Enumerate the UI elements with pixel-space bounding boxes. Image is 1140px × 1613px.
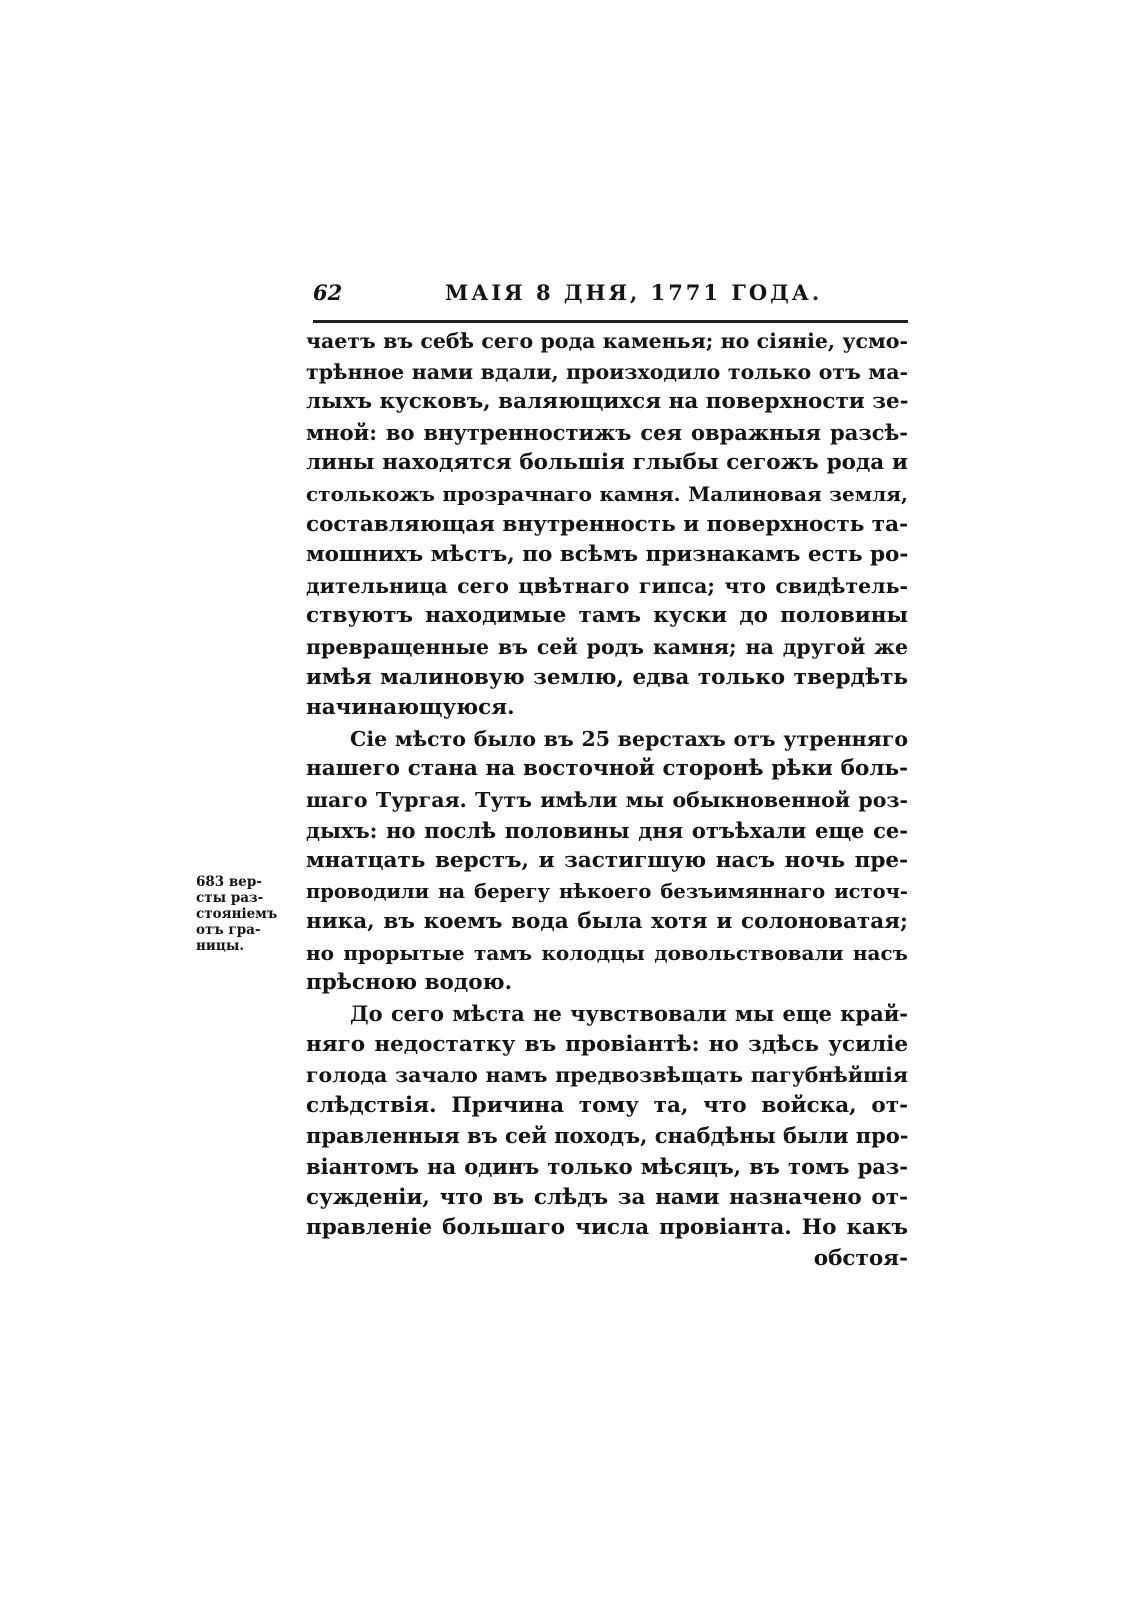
- text-line: ствуютъ находимые тамъ куски до половины: [306, 603, 908, 629]
- text-line: чаетъ въ себѣ сего рода каменья; но сіяніе, усмо-: [306, 329, 908, 353]
- header-rule: [313, 320, 908, 323]
- text-line: нашего стана на восточной сторонѣ рѣки боль-: [306, 756, 908, 782]
- margin-note-line: отъ гра-: [196, 922, 261, 938]
- text-line: мнатцать верстъ, и застигшую насъ ночь пре-: [306, 848, 908, 874]
- text-line: но прорытые тамъ колодцы довольствовали насъ: [306, 940, 908, 965]
- text-line: проводили на берегу нѣкоего безъимяннаго источ-: [306, 879, 908, 903]
- text-line: няго недостатку въ провіантѣ: но здѣсь усиліе: [306, 1031, 908, 1057]
- text-line: ника, въ коемъ вода была хотя и солоноватая;: [306, 909, 908, 935]
- text-line: правленіе большаго числа провіанта. Но какъ: [306, 1215, 908, 1241]
- margin-note-line: стояніемъ: [196, 906, 278, 922]
- text-line: голода зачало намъ предвозвѣщать пагубнѣйшія: [306, 1063, 908, 1088]
- text-line: составляющая внутренность и поверхность та-: [306, 511, 908, 537]
- main-text: [306, 326, 908, 1274]
- text-line: мошнихъ мѣстъ, по всѣмъ признакамъ есть ро-: [306, 542, 909, 568]
- text-line: сужденіи, что въ слѣдъ за нами назначено от-: [306, 1184, 908, 1210]
- text-line: трѣнное нами вдали, произходило только отъ ма-: [306, 359, 908, 384]
- text-line: дительница сего цвѣтнаго гипса; что свидѣтель-: [306, 573, 908, 598]
- margin-note-line: сты раз-: [196, 890, 264, 906]
- text-line: Сіе мѣсто было въ 25 верстахъ отъ утренняго: [350, 726, 908, 751]
- margin-note: [196, 874, 292, 954]
- text-line: начинающуюся.: [306, 695, 515, 721]
- text-line: віантомъ на одинъ только мѣсяцъ, въ томъ раз-: [306, 1154, 908, 1180]
- text-line: слѣдствія. Причина тому та, что войска, от-: [306, 1092, 908, 1118]
- catchword: обстоя-: [813, 1245, 908, 1271]
- text-line: шаго Тургая. Тутъ имѣли мы обыкновенной роз-: [306, 787, 908, 812]
- text-line: имѣя малиновую землю, едва только твердѣть: [306, 664, 908, 690]
- page-number: 62: [313, 280, 343, 305]
- text-line: дыхъ: но послѣ половины дня отъѣхали еще се-: [306, 817, 908, 843]
- running-title: МАІЯ 8 ДНЯ, 1771 ГОДА.: [445, 280, 823, 305]
- text-line: До сего мѣста не чувствовали мы еще край-: [350, 1001, 908, 1027]
- text-line: прѣсною водою.: [306, 970, 513, 996]
- text-line: правленныя въ сей походъ, снабдѣны были про-: [306, 1123, 909, 1149]
- text-line: мной: во внутренностижъ сея овражныя разсѣ-: [306, 419, 908, 445]
- text-line: столькожъ прозрачнаго камня. Малиновая земля,: [306, 481, 908, 506]
- text-line: лины находятся большія глыбы сегожъ рода и: [306, 450, 908, 476]
- margin-note-line: 683 вер-: [196, 874, 262, 890]
- page-header: [313, 278, 908, 310]
- text-line: превращенные въ сей родъ камня; на другой же: [306, 634, 908, 659]
- margin-note-line: ницы.: [196, 938, 245, 954]
- text-line: лыхъ кусковъ, валяющихся на поверхности зе-: [306, 389, 909, 415]
